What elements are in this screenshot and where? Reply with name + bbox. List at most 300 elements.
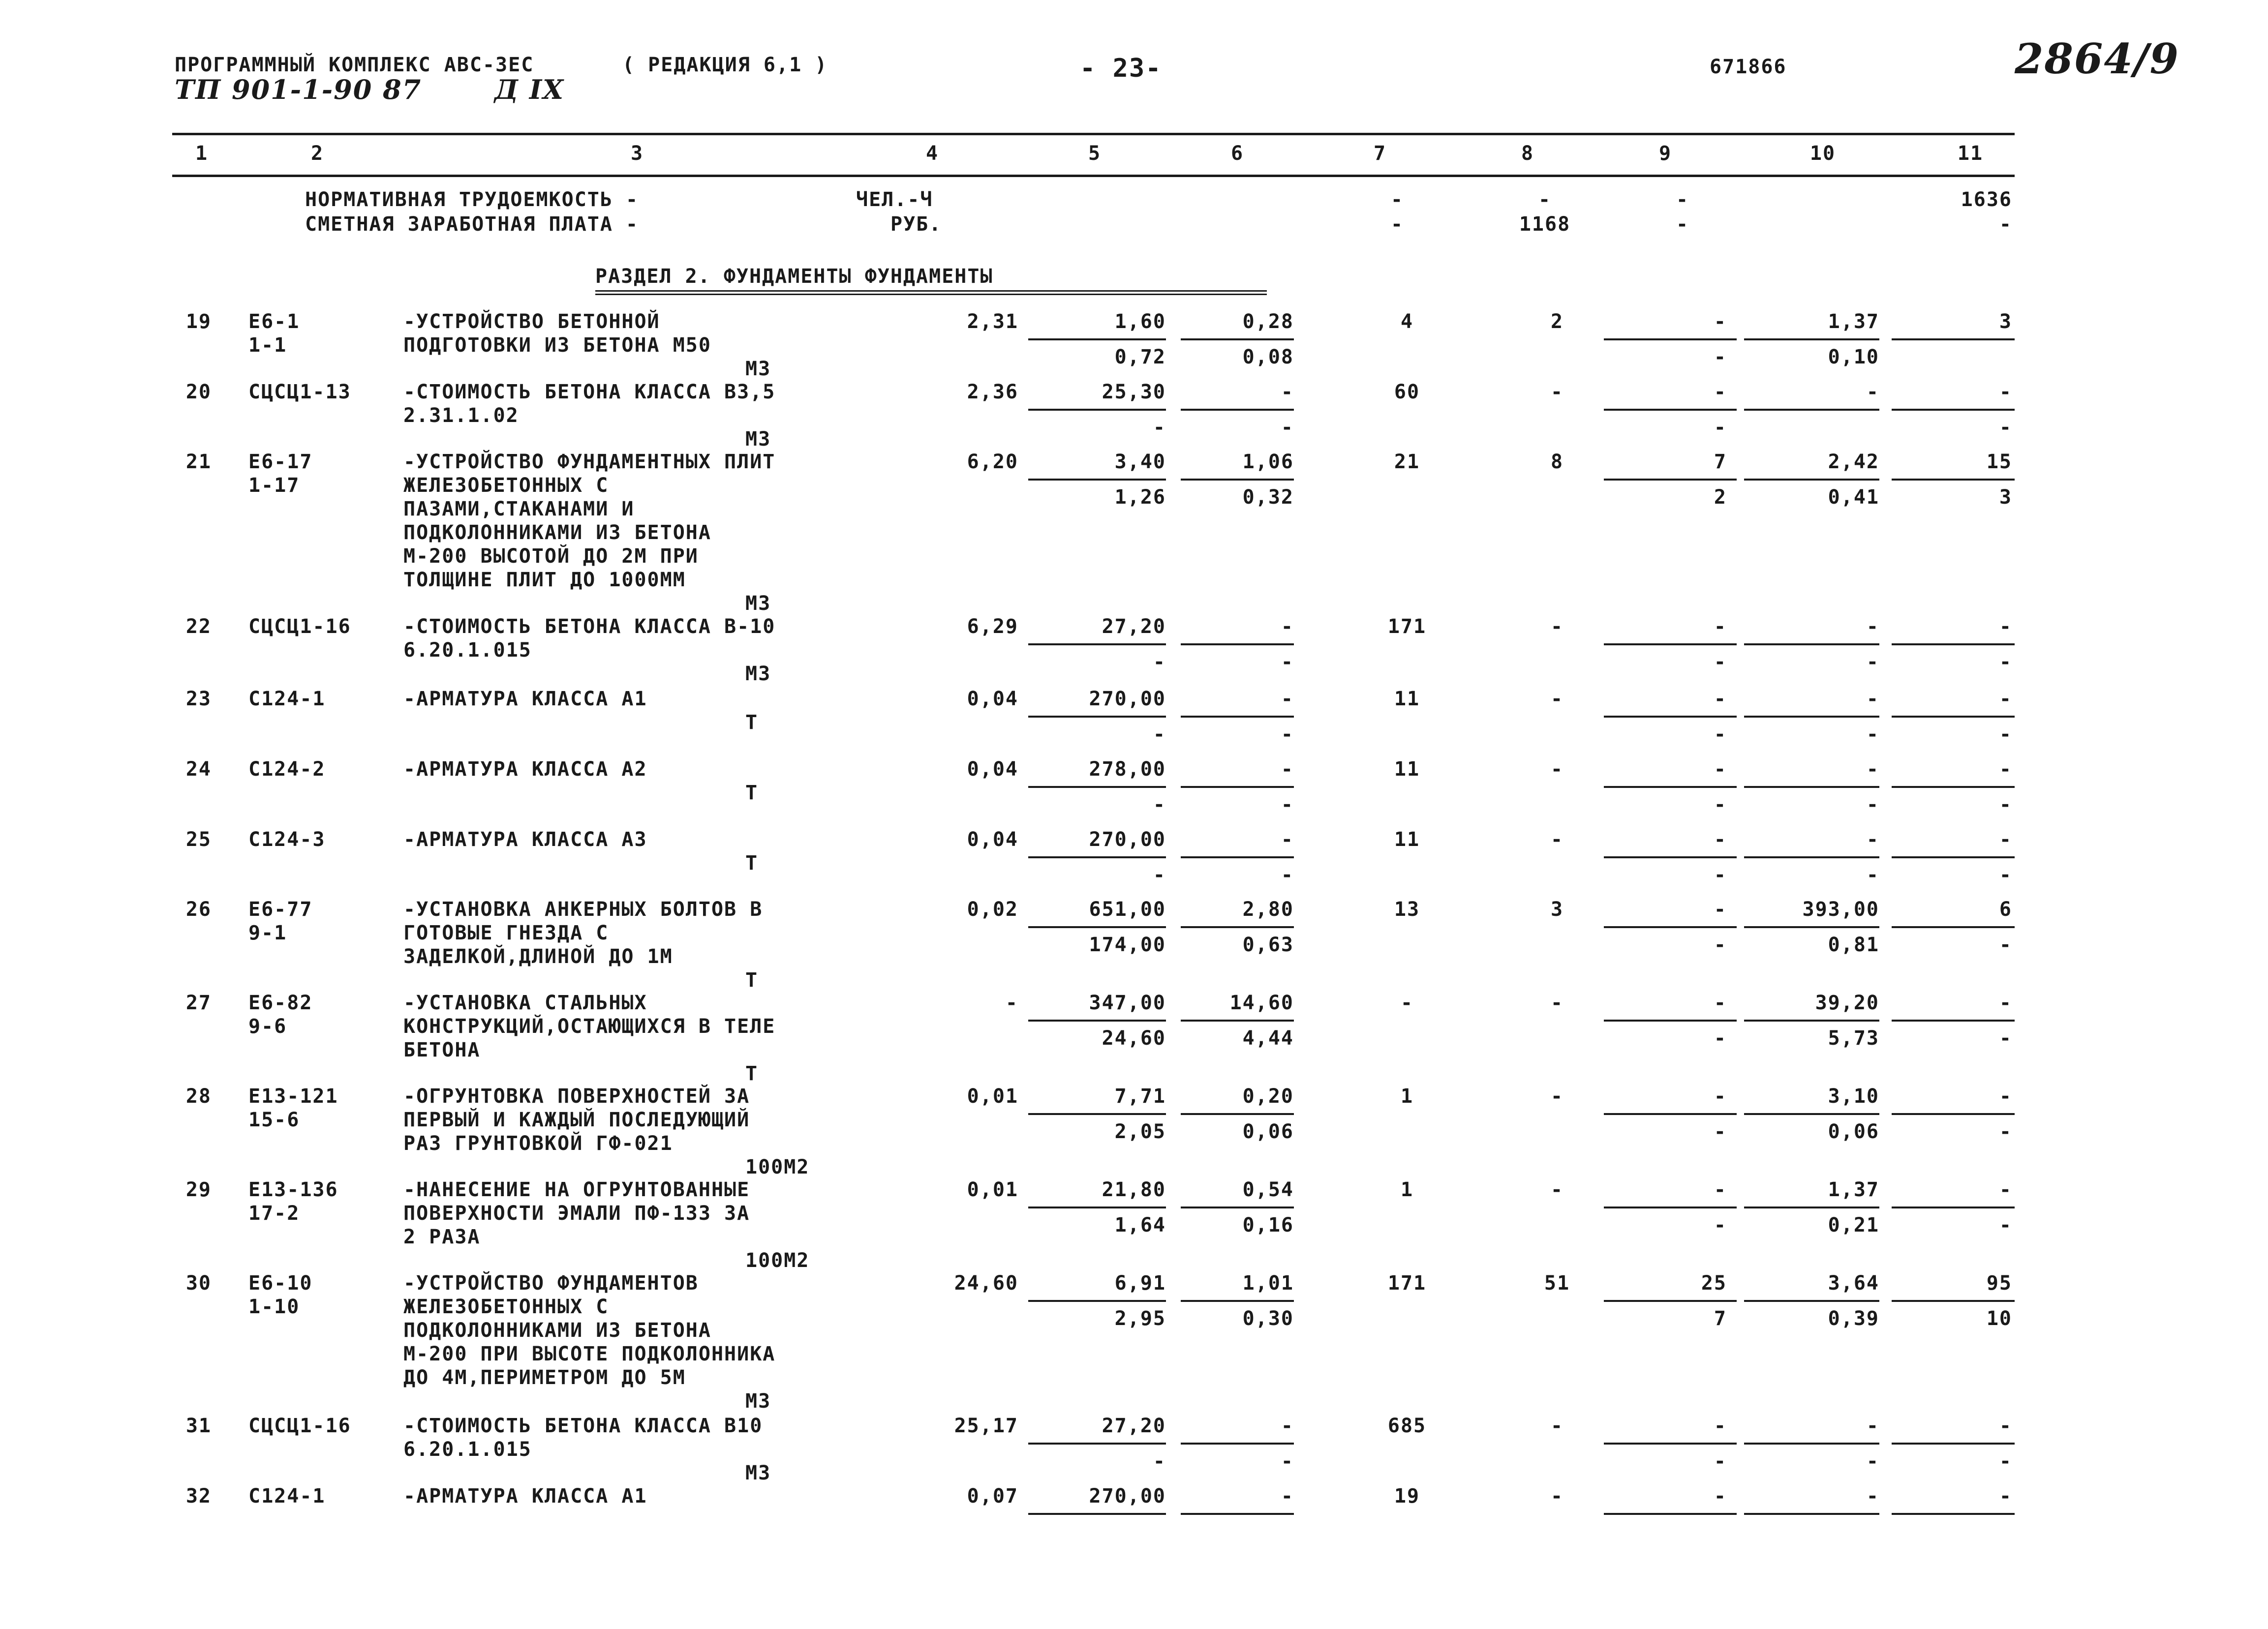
- row-col5: 27,20: [1102, 1415, 1166, 1437]
- row-col9: 7: [1714, 451, 1727, 473]
- row-description: -УСТРОЙСТВО БЕТОННОЙ ПОДГОТОВКИ ИЗ БЕТОНА М50: [403, 310, 711, 357]
- row-divider-col9: [1604, 1113, 1737, 1115]
- row-divider-col9: [1604, 1513, 1737, 1515]
- row-col9: -: [1714, 310, 1727, 333]
- row-col4: -: [1005, 992, 1018, 1014]
- row-divider-col5: [1028, 479, 1166, 481]
- row-description: -ОГРУНТОВКА ПОВЕРХНОСТЕЙ ЗА ПЕРВЫЙ И КАЖДЫЙ ПОСЛЕДУЮЩИЙ РАЗ ГРУНТОВКОЙ ГФ-021: [403, 1085, 750, 1155]
- row-divider-col9: [1604, 926, 1737, 928]
- row-col11: -: [1999, 758, 2012, 781]
- wage-col11: -: [1999, 213, 2012, 236]
- row-col6-sub: -: [1281, 864, 1294, 886]
- row-col9: -: [1714, 688, 1727, 710]
- row-unit: Т: [745, 1062, 759, 1085]
- row-col7: 4: [1400, 310, 1414, 333]
- row-divider-col6: [1181, 409, 1294, 411]
- row-col7: 11: [1394, 828, 1420, 851]
- row-col7: 21: [1394, 451, 1420, 473]
- column-header-8: 8: [1521, 142, 1534, 165]
- row-col6: -: [1281, 615, 1294, 638]
- row-number: 22: [185, 615, 212, 638]
- row-col6: -: [1281, 688, 1294, 710]
- labor-col9: -: [1676, 188, 1689, 211]
- row-unit: М3: [745, 1390, 771, 1413]
- row-col4: 25,17: [954, 1415, 1018, 1437]
- row-col11: -: [1999, 1485, 2012, 1508]
- row-col11-sub: -: [1999, 934, 2012, 956]
- row-divider-col6: [1181, 1513, 1294, 1515]
- row-col11-sub: -: [1999, 416, 2012, 439]
- row-col4: 2,36: [967, 381, 1018, 403]
- row-col8: -: [1550, 615, 1564, 638]
- row-description: -АРМАТУРА КЛАССА А1: [403, 1485, 647, 1508]
- row-divider-col11: [1892, 479, 2015, 481]
- row-divider-col5: [1028, 926, 1166, 928]
- row-col11: -: [1999, 1178, 2012, 1201]
- row-col10-sub: 0,10: [1828, 346, 1879, 368]
- row-col9: -: [1714, 1085, 1727, 1108]
- row-code-sub: 9-6: [248, 1015, 287, 1038]
- row-unit: Т: [745, 969, 759, 992]
- row-divider-col5: [1028, 338, 1166, 340]
- row-col9: -: [1714, 992, 1727, 1014]
- column-header-7: 7: [1373, 142, 1387, 165]
- row-col4: 0,04: [967, 828, 1018, 851]
- row-divider-col9: [1604, 856, 1737, 858]
- program-title: ПРОГРАММНЫЙ КОМПЛЕКС АВС-3ЕС: [175, 54, 534, 76]
- row-divider-col9: [1604, 1443, 1737, 1445]
- row-code: Е6-10: [248, 1272, 313, 1295]
- row-col4: 24,60: [954, 1272, 1018, 1295]
- row-col9-sub: -: [1714, 793, 1727, 816]
- column-header-4: 4: [925, 142, 939, 165]
- row-divider-col9: [1604, 1300, 1737, 1302]
- row-description: -СТОИМОСТЬ БЕТОНА КЛАССА В-10 6.20.1.015: [403, 615, 776, 662]
- row-col10-sub: -: [1866, 864, 1879, 886]
- row-col11: -: [1999, 381, 2012, 403]
- row-col7: 11: [1394, 688, 1420, 710]
- row-col4: 0,04: [967, 688, 1018, 710]
- row-col7: 1: [1400, 1085, 1414, 1108]
- row-divider-col9: [1604, 716, 1737, 718]
- row-code: Е6-77: [248, 898, 313, 921]
- row-divider-col10: [1744, 1113, 1879, 1115]
- row-col8: -: [1550, 1485, 1564, 1508]
- row-col6-sub: 0,32: [1242, 486, 1294, 509]
- row-description: -АРМАТУРА КЛАССА А2: [403, 758, 647, 781]
- row-col6: 1,01: [1242, 1272, 1294, 1295]
- row-divider-col9: [1604, 786, 1737, 788]
- row-divider-col5: [1028, 643, 1166, 645]
- row-divider-col11: [1892, 926, 2015, 928]
- row-col9: -: [1714, 758, 1727, 781]
- wage-col8: 1168: [1519, 213, 1571, 236]
- row-col5-sub: -: [1153, 1450, 1166, 1473]
- page-number: - 23-: [1080, 54, 1162, 83]
- row-divider-col6: [1181, 1207, 1294, 1208]
- row-col5: 21,80: [1102, 1178, 1166, 1201]
- row-col10-sub: 0,39: [1828, 1307, 1879, 1330]
- row-col9: -: [1714, 1415, 1727, 1437]
- row-unit: 100М2: [745, 1249, 810, 1272]
- row-divider-col9: [1604, 1020, 1737, 1022]
- row-unit: Т: [745, 711, 759, 734]
- row-col6-sub: 0,08: [1242, 346, 1294, 368]
- row-divider-col10: [1744, 1207, 1879, 1208]
- row-divider-col9: [1604, 479, 1737, 481]
- row-unit: Т: [745, 782, 759, 804]
- row-col4: 6,20: [967, 451, 1018, 473]
- row-divider-col11: [1892, 1513, 2015, 1515]
- album-mark: Д IX: [494, 74, 564, 105]
- row-code: СЦСЦ1-13: [248, 381, 351, 403]
- row-description: -АРМАТУРА КЛАССА А3: [403, 828, 647, 851]
- labor-label: НОРМАТИВНАЯ ТРУДОЕМКОСТЬ -: [305, 188, 639, 211]
- row-divider-col5: [1028, 856, 1166, 858]
- row-col6-sub: -: [1281, 793, 1294, 816]
- row-col10: -: [1866, 1415, 1879, 1437]
- labor-unit: ЧЕЛ.-Ч: [856, 188, 933, 211]
- row-number: 20: [185, 381, 212, 403]
- row-col11-sub: -: [1999, 793, 2012, 816]
- row-code-sub: 17-2: [248, 1202, 300, 1225]
- row-divider-col11: [1892, 786, 2015, 788]
- row-divider-col10: [1744, 926, 1879, 928]
- row-divider-col5: [1028, 1113, 1166, 1115]
- row-col11-sub: -: [1999, 723, 2012, 746]
- row-divider-col6: [1181, 926, 1294, 928]
- row-col5: 270,00: [1089, 688, 1166, 710]
- row-col6-sub: 0,63: [1242, 934, 1294, 956]
- row-col9: -: [1714, 615, 1727, 638]
- row-col9: -: [1714, 381, 1727, 403]
- row-divider-col11: [1892, 643, 2015, 645]
- row-divider-col10: [1744, 716, 1879, 718]
- row-divider-col10: [1744, 1300, 1879, 1302]
- row-col10: -: [1866, 381, 1879, 403]
- row-col9: -: [1714, 1178, 1727, 1201]
- row-divider-col10: [1744, 1513, 1879, 1515]
- row-col9: -: [1714, 828, 1727, 851]
- column-header-1: 1: [195, 142, 209, 165]
- row-col10: 3,64: [1828, 1272, 1879, 1295]
- row-col5: 6,91: [1114, 1272, 1166, 1295]
- row-code-sub: 9-1: [248, 922, 287, 944]
- row-col11: 95: [1986, 1272, 2012, 1295]
- row-number: 21: [185, 451, 212, 473]
- row-divider-col11: [1892, 338, 2015, 340]
- row-divider-col9: [1604, 643, 1737, 645]
- document-code: 671866: [1710, 56, 1787, 78]
- row-description: -СТОИМОСТЬ БЕТОНА КЛАССА В10 6.20.1.015: [403, 1415, 763, 1461]
- row-unit: М3: [745, 428, 771, 451]
- row-col5: 1,60: [1114, 310, 1166, 333]
- row-col11-sub: -: [1999, 651, 2012, 673]
- row-col5: 347,00: [1089, 992, 1166, 1014]
- row-col5-sub: -: [1153, 793, 1166, 816]
- row-col11-sub: 3: [1999, 486, 2012, 509]
- row-col5-sub: 2,05: [1114, 1120, 1166, 1143]
- edition-label: ( РЕДАКЦИЯ 6,1 ): [622, 54, 828, 76]
- row-col9-sub: -: [1714, 651, 1727, 673]
- column-header-2: 2: [310, 142, 324, 165]
- row-col6: 0,20: [1242, 1085, 1294, 1108]
- wage-col9: -: [1676, 213, 1689, 236]
- row-number: 24: [185, 758, 212, 781]
- row-unit: Т: [745, 852, 759, 875]
- row-col6: 1,06: [1242, 451, 1294, 473]
- row-number: 32: [185, 1485, 212, 1508]
- column-header-11: 11: [1957, 142, 1984, 165]
- row-divider-col10: [1744, 786, 1879, 788]
- row-col6-sub: -: [1281, 416, 1294, 439]
- row-divider-col5: [1028, 716, 1166, 718]
- row-divider-col11: [1892, 1443, 2015, 1445]
- row-unit: 100М2: [745, 1156, 810, 1178]
- section-title: РАЗДЕЛ 2. ФУНДАМЕНТЫ ФУНДАМЕНТЫ: [595, 265, 993, 288]
- row-number: 30: [185, 1272, 212, 1295]
- row-unit: М3: [745, 592, 771, 615]
- row-number: 19: [185, 310, 212, 333]
- row-col8: -: [1550, 381, 1564, 403]
- row-col9-sub: -: [1714, 1027, 1727, 1050]
- row-col9-sub: -: [1714, 723, 1727, 746]
- row-col8: 2: [1550, 310, 1564, 333]
- row-col10: -: [1866, 828, 1879, 851]
- row-col5-sub: -: [1153, 416, 1166, 439]
- row-col6-sub: -: [1281, 723, 1294, 746]
- column-header-9: 9: [1658, 142, 1672, 165]
- row-col7: 171: [1387, 1272, 1427, 1295]
- row-col9-sub: -: [1714, 1450, 1727, 1473]
- row-col10-sub: 0,21: [1828, 1214, 1879, 1237]
- row-col11-sub: -: [1999, 1214, 2012, 1237]
- header-rule-top: [172, 133, 2015, 135]
- header-rule-bottom: [172, 175, 2015, 177]
- row-col11: -: [1999, 615, 2012, 638]
- row-number: 27: [185, 992, 212, 1014]
- row-col7: -: [1400, 992, 1414, 1014]
- row-col5-sub: -: [1153, 723, 1166, 746]
- row-col11: -: [1999, 688, 2012, 710]
- row-description: -УСТРОЙСТВО ФУНДАМЕНТНЫХ ПЛИТ ЖЕЛЕЗОБЕТОННЫХ С ПАЗАМИ,СТАКАНАМИ И ПОДКОЛОННИКАМИ ИЗ БЕТОНА М-200 ВЫСОТОЙ ДО 2М ПРИ ТОЛЩИНЕ ПЛИТ ДО 1000ММ: [403, 451, 776, 591]
- row-col5: 270,00: [1089, 828, 1166, 851]
- row-col9-sub: 2: [1714, 486, 1727, 509]
- row-col6-sub: 4,44: [1242, 1027, 1294, 1050]
- section-underline: [595, 290, 1267, 295]
- row-col10: 39,20: [1815, 992, 1879, 1014]
- row-col8: -: [1550, 1178, 1564, 1201]
- row-col10: 393,00: [1802, 898, 1879, 921]
- row-col10: -: [1866, 615, 1879, 638]
- row-description: -УСТАНОВКА АНКЕРНЫХ БОЛТОВ В ГОТОВЫЕ ГНЕЗДА С ЗАДЕЛКОЙ,ДЛИНОЙ ДО 1М: [403, 898, 763, 968]
- sheet-number: 2864/9: [2015, 34, 2179, 83]
- row-code-sub: 1-1: [248, 334, 287, 357]
- row-col9-sub: -: [1714, 934, 1727, 956]
- row-col6-sub: 0,16: [1242, 1214, 1294, 1237]
- row-number: 25: [185, 828, 212, 851]
- row-col4: 0,04: [967, 758, 1018, 781]
- row-col9-sub: -: [1714, 864, 1727, 886]
- row-unit: М3: [745, 358, 771, 380]
- row-divider-col11: [1892, 1207, 2015, 1208]
- row-col10: 3,10: [1828, 1085, 1879, 1108]
- row-col9-sub: -: [1714, 1214, 1727, 1237]
- row-description: -УСТРОЙСТВО ФУНДАМЕНТОВ ЖЕЛЕЗОБЕТОННЫХ С ПОДКОЛОННИКАМИ ИЗ БЕТОНА М-200 ПРИ ВЫСОТЕ ПОДКОЛОННИКА ДО 4М,ПЕРИМЕТРОМ ДО 5М: [403, 1272, 776, 1389]
- row-col11-sub: -: [1999, 1450, 2012, 1473]
- row-number: 26: [185, 898, 212, 921]
- row-code: С124-1: [248, 1485, 326, 1508]
- labor-col7: -: [1390, 188, 1404, 211]
- row-col5: 270,00: [1089, 1485, 1166, 1508]
- row-col8: -: [1550, 1085, 1564, 1108]
- row-col11: 3: [1999, 310, 2012, 333]
- row-code: СЦСЦ1-16: [248, 1415, 351, 1437]
- row-col6: -: [1281, 828, 1294, 851]
- row-code: Е13-121: [248, 1085, 338, 1108]
- row-code: СЦСЦ1-16: [248, 615, 351, 638]
- row-divider-col11: [1892, 1113, 2015, 1115]
- row-col11: -: [1999, 1415, 2012, 1437]
- row-col5: 7,71: [1114, 1085, 1166, 1108]
- row-col5-sub: 2,95: [1114, 1307, 1166, 1330]
- row-col8: -: [1550, 758, 1564, 781]
- row-col11-sub: -: [1999, 1120, 2012, 1143]
- row-code: Е6-17: [248, 451, 313, 473]
- row-col5-sub: 174,00: [1089, 934, 1166, 956]
- row-divider-col11: [1892, 1300, 2015, 1302]
- row-col10-sub: -: [1866, 651, 1879, 673]
- row-divider-col11: [1892, 409, 2015, 411]
- row-col10-sub: -: [1866, 1450, 1879, 1473]
- row-col8: -: [1550, 1415, 1564, 1437]
- row-divider-col5: [1028, 409, 1166, 411]
- row-col11: -: [1999, 828, 2012, 851]
- row-divider-col6: [1181, 479, 1294, 481]
- row-col7: 60: [1394, 381, 1420, 403]
- row-number: 29: [185, 1178, 212, 1201]
- row-col7: 19: [1394, 1485, 1420, 1508]
- row-col10-sub: 5,73: [1828, 1027, 1879, 1050]
- row-col4: 2,31: [967, 310, 1018, 333]
- row-col5-sub: -: [1153, 651, 1166, 673]
- row-code: Е6-82: [248, 992, 313, 1014]
- row-col6: -: [1281, 381, 1294, 403]
- row-code: Е13-136: [248, 1178, 338, 1201]
- row-col4: 0,01: [967, 1178, 1018, 1201]
- row-divider-col11: [1892, 716, 2015, 718]
- row-code-sub: 1-10: [248, 1296, 300, 1318]
- row-divider-col11: [1892, 856, 2015, 858]
- row-col6: 2,80: [1242, 898, 1294, 921]
- row-col9-sub: 7: [1714, 1307, 1727, 1330]
- row-code: Е6-1: [248, 310, 300, 333]
- row-col9-sub: -: [1714, 346, 1727, 368]
- row-col7: 13: [1394, 898, 1420, 921]
- tp-code: ТП 901-1-90 87: [175, 74, 422, 105]
- row-col9-sub: -: [1714, 1120, 1727, 1143]
- row-divider-col11: [1892, 1020, 2015, 1022]
- row-divider-col5: [1028, 1020, 1166, 1022]
- row-col11: 6: [1999, 898, 2012, 921]
- row-divider-col5: [1028, 1443, 1166, 1445]
- row-col4: 6,29: [967, 615, 1018, 638]
- wage-col7: -: [1390, 213, 1404, 236]
- row-col7: 685: [1387, 1415, 1427, 1437]
- column-header-3: 3: [630, 142, 644, 165]
- row-col6-sub: 0,06: [1242, 1120, 1294, 1143]
- row-divider-col10: [1744, 338, 1879, 340]
- row-code-sub: 15-6: [248, 1109, 300, 1131]
- labor-col11: 1636: [1961, 188, 2012, 211]
- row-col4: 0,02: [967, 898, 1018, 921]
- row-col5-sub: -: [1153, 864, 1166, 886]
- row-divider-col6: [1181, 338, 1294, 340]
- row-divider-col6: [1181, 643, 1294, 645]
- row-number: 23: [185, 688, 212, 710]
- row-unit: М3: [745, 1462, 771, 1484]
- row-col10: 2,42: [1828, 451, 1879, 473]
- row-divider-col6: [1181, 1020, 1294, 1022]
- row-divider-col6: [1181, 1443, 1294, 1445]
- row-divider-col6: [1181, 1113, 1294, 1115]
- row-divider-col5: [1028, 1513, 1166, 1515]
- row-col9: -: [1714, 898, 1727, 921]
- row-col10-sub: 0,06: [1828, 1120, 1879, 1143]
- column-header-10: 10: [1809, 142, 1836, 165]
- row-col6: 14,60: [1229, 992, 1294, 1014]
- row-col6: 0,28: [1242, 310, 1294, 333]
- row-col8: 51: [1544, 1272, 1570, 1295]
- row-col11: -: [1999, 992, 2012, 1014]
- row-divider-col5: [1028, 1207, 1166, 1208]
- row-divider-col10: [1744, 1443, 1879, 1445]
- row-col6: 0,54: [1242, 1178, 1294, 1201]
- row-col7: 1: [1400, 1178, 1414, 1201]
- row-col6: -: [1281, 758, 1294, 781]
- row-number: 28: [185, 1085, 212, 1108]
- row-col7: 11: [1394, 758, 1420, 781]
- row-divider-col9: [1604, 1207, 1737, 1208]
- row-col11-sub: 10: [1986, 1307, 2012, 1330]
- row-divider-col10: [1744, 409, 1879, 411]
- row-col6-sub: -: [1281, 1450, 1294, 1473]
- row-col9: 25: [1701, 1272, 1727, 1295]
- row-col5-sub: 24,60: [1102, 1027, 1166, 1050]
- column-header-5: 5: [1088, 142, 1102, 165]
- row-divider-col9: [1604, 338, 1737, 340]
- row-description: -НАНЕСЕНИЕ НА ОГРУНТОВАННЫЕ ПОВЕРХНОСТИ ЭМАЛИ ПФ-133 ЗА 2 РАЗА: [403, 1178, 750, 1248]
- column-header-6: 6: [1230, 142, 1244, 165]
- row-col10-sub: 0,81: [1828, 934, 1879, 956]
- row-col6-sub: -: [1281, 651, 1294, 673]
- row-col5: 278,00: [1089, 758, 1166, 781]
- row-divider-col6: [1181, 716, 1294, 718]
- row-divider-col5: [1028, 1300, 1166, 1302]
- row-col11-sub: -: [1999, 864, 2012, 886]
- row-col5: 3,40: [1114, 451, 1166, 473]
- wage-unit: РУБ.: [890, 213, 942, 236]
- row-col6: -: [1281, 1485, 1294, 1508]
- row-divider-col10: [1744, 856, 1879, 858]
- row-col10: -: [1866, 1485, 1879, 1508]
- row-col5: 651,00: [1089, 898, 1166, 921]
- row-divider-col10: [1744, 479, 1879, 481]
- row-col7: 171: [1387, 615, 1427, 638]
- row-col8: 8: [1550, 451, 1564, 473]
- row-divider-col9: [1604, 409, 1737, 411]
- row-col10-sub: 0,41: [1828, 486, 1879, 509]
